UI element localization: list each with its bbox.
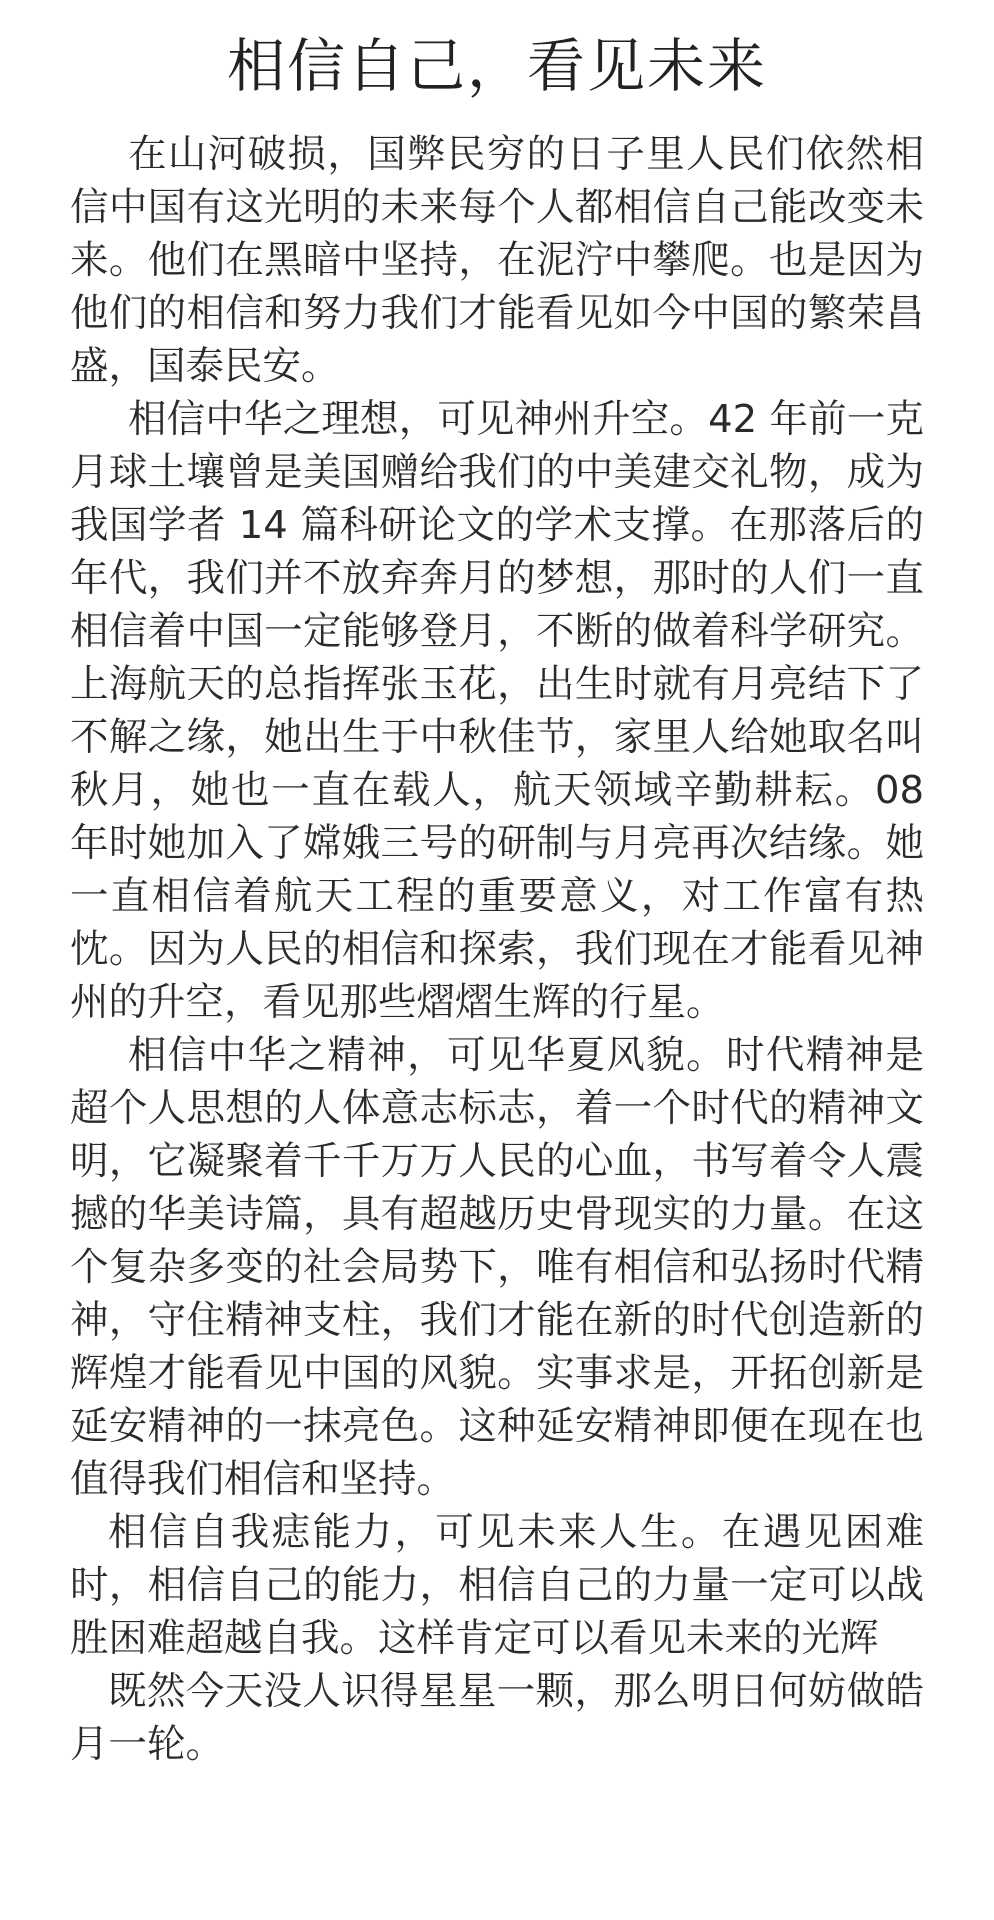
paragraph-5: 既然今天没人识得星星一颗，那么明日何妨做皓月一轮。 xyxy=(70,1669,924,1767)
paragraph-4: 相信自我痣能力，可见未来人生。在遇见困难时，相信自己的能力，相信自己的力量一定可以战胜困难超越自我。这样肯定可以看见未来的光辉 xyxy=(70,1510,924,1661)
paragraph-3: 相信中华之精神，可见华夏风貌。时代精神是超个人思想的人体意志标志，着一个时代的精神文明，它凝聚着千千万万人民的心血，书写着令人震撼的华美诗篇，具有超越历史骨现实的力量。在这个复杂多变的社会局势下，唯有相信和弘扬时代精神，守住精神支柱，我们才能在新的时代创造新的辉煌才能看见中国的风貌。实事求是，开拓创新是延安精神的一抹亮色。这种延安精神即便在现在也值得我们相信和坚持。 xyxy=(70,1033,924,1502)
paragraph-1: 在山河破损，国弊民穷的日子里人民们依然相信中国有这光明的未来每个人都相信自己能改变未来。他们在黑暗中坚持，在泥泞中攀爬。也是因为他们的相信和努力我们才能看见如今中国的繁荣昌盛，国泰民安。 xyxy=(70,132,924,389)
paragraph-2: 相信中华之理想，可见神州升空。42 年前一克月球土壤曾是美国赠给我们的中美建交礼物，成为我国学者 14 篇科研论文的学术支撑。在那落后的年代，我们并不放弃奔月的梦想，那时的人们一直相信着中国一定能够登月，不断的做着科学研究。上海航天的总指挥张玉花，出生时就有月亮结下了不解之缘，她出生于中秋佳节，家里人给她取名叫秋月，她也一直在载人，航天领域辛勤耕耘。08 年时她加入了嫦娥三号的研制与月亮再次结缘。她一直相信着航天工程的重要意义，对工作富有热忱。因为人民的相信和探索，我们现在才能看见神州的升空，看见那些熠熠生辉的行星。 xyxy=(70,397,924,1025)
document-title: 相信自己，看见未来 xyxy=(226,32,767,100)
